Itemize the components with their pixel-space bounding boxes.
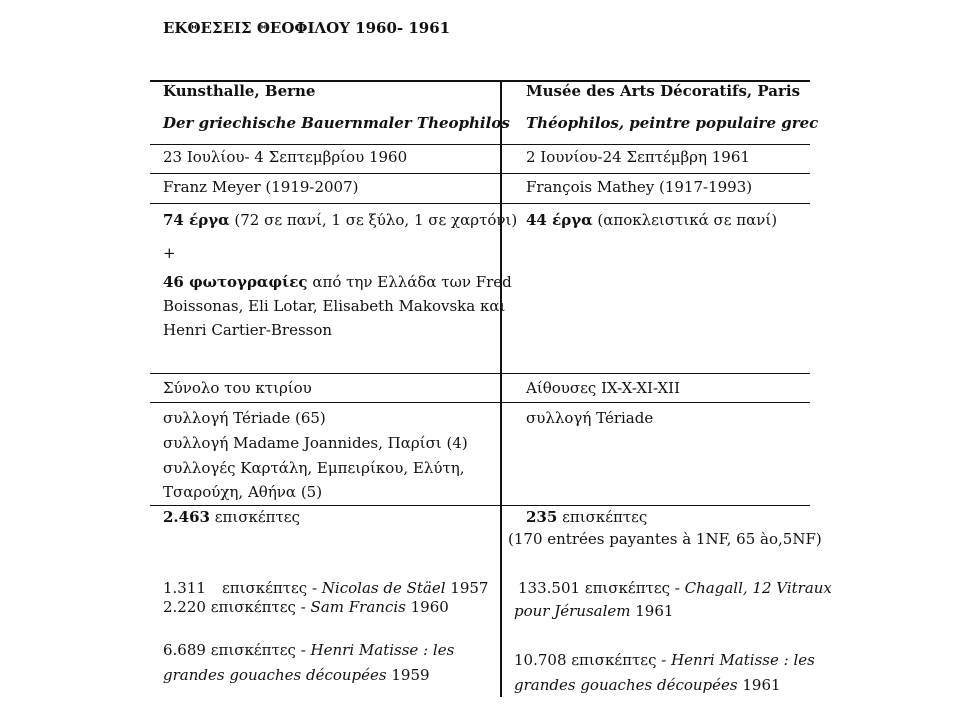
right-exhibition-title: Théophilos, peintre populaire grec (526, 114, 819, 132)
left-compare-1-label: επισκέπτες - (221, 579, 322, 597)
right-compare-1-year: 1961 (630, 602, 674, 620)
left-collection-line4: Τσαρούχη, Αθήνα (5) (163, 483, 323, 501)
left-compare-3-label: 6.689 επισκέπτες - (163, 641, 311, 659)
row-rule-3 (150, 203, 810, 204)
left-compare-1 (163, 578, 488, 598)
right-entries: (170 entrées payantes à 1NF, 65 ào,5NF) (508, 530, 822, 548)
left-compare-1-count: 1.311 (163, 579, 206, 597)
right-compare-2-line1 (514, 650, 815, 670)
right-compare-1-line1 (518, 578, 832, 598)
right-compare-1-label: 133.501 επισκέπτες - (518, 579, 685, 597)
right-compare-2-exhibition-a: Henri Matisse : les (671, 651, 815, 669)
right-space: Αίθουσες IX-X-XI-XII (526, 379, 681, 397)
left-photos-detail: από την Ελλάδα των Fred (307, 273, 512, 291)
right-compare-2-label: 10.708 επισκέπτες - (514, 651, 672, 669)
left-venue: Kunsthalle, Berne (163, 82, 316, 100)
right-compare-2-year: 1961 (737, 676, 781, 694)
left-photos-line3: Henri Cartier-Bresson (163, 321, 333, 339)
left-collection-line1: συλλογή Tériade (65) (163, 409, 326, 427)
column-divider (500, 80, 502, 697)
row-rule-6 (150, 505, 810, 506)
row-rule-2 (150, 173, 810, 174)
left-compare-3-exhibition-b: grandes gouaches découpées (163, 666, 387, 684)
left-compare-3-line2 (163, 665, 430, 685)
left-works (163, 210, 517, 230)
left-curator: Franz Meyer (1919-2007) (163, 178, 359, 196)
document-title: ΕΚΘΕΣΕΙΣ ΘΕΟΦΙΛΟΥ 1960- 1961 (163, 19, 451, 37)
row-rule-5 (150, 402, 810, 403)
left-plus: + (163, 244, 176, 262)
left-compare-3-year: 1959 (386, 666, 430, 684)
right-dates: 2 Ιουνίου-24 Σεπτέμβρη 1961 (526, 148, 750, 166)
left-compare-1-year: 1957 (445, 579, 489, 597)
left-visitors-count: 2.463 (163, 508, 210, 526)
left-compare-2-label: 2.220 επισκέπτες - (163, 598, 311, 616)
right-visitors-count: 235 (526, 508, 558, 526)
left-photos-line2: Boissonas, Eli Lotar, Elisabeth Makovska και (163, 297, 506, 315)
right-works (526, 210, 777, 230)
right-compare-2-line2 (514, 675, 781, 695)
left-collection-line2: συλλογή Madame Joannides, Παρίσι (4) (163, 434, 468, 452)
left-space: Σύνολο του κτιρίου (163, 379, 312, 397)
right-compare-1-exhibition-b: pour Jérusalem (514, 602, 631, 620)
row-rule-4 (150, 373, 810, 374)
left-photos-count: 46 φωτογραφίες (163, 273, 308, 291)
left-compare-2 (163, 597, 449, 617)
right-curator: François Mathey (1917-1993) (526, 178, 753, 196)
left-works-count: 74 έργα (163, 211, 230, 229)
right-visitors-label: επισκέπτες (557, 508, 648, 526)
right-collection: συλλογή Tériade (526, 409, 654, 427)
left-visitors-label: επισκέπτες (209, 508, 300, 526)
left-dates: 23 Ιουλίου- 4 Σεπτεμβρίου 1960 (163, 148, 408, 166)
left-compare-1-exhibition: Nicolas de Stäel (321, 579, 446, 597)
right-visitors (526, 507, 647, 527)
left-exhibition-title: Der griechische Bauernmaler Theophilos (163, 114, 510, 132)
left-compare-3-line1 (163, 640, 454, 660)
right-compare-2-exhibition-b: grandes gouaches découpées (514, 676, 738, 694)
left-compare-2-year: 1960 (405, 598, 449, 616)
left-photos-line1 (163, 272, 512, 292)
right-venue: Musée des Arts Décoratifs, Paris (526, 82, 801, 100)
left-collection-line3: συλλογές Καρτάλη, Εμπειρίκου, Ελύτη, (163, 459, 465, 477)
right-compare-1-exhibition-a: Chagall, 12 Vitraux (684, 579, 832, 597)
left-compare-3-exhibition-a: Henri Matisse : les (310, 641, 455, 659)
right-works-detail: (αποκλειστικά σε πανί) (592, 211, 778, 229)
right-compare-1-line2 (514, 601, 673, 621)
left-works-detail: (72 σε πανί, 1 σε ξύλο, 1 σε χαρτόνι) (229, 211, 518, 229)
left-compare-2-exhibition: Sam Francis (310, 598, 406, 616)
row-rule-1 (150, 144, 810, 145)
left-visitors (163, 507, 300, 527)
right-works-count: 44 έργα (526, 211, 593, 229)
